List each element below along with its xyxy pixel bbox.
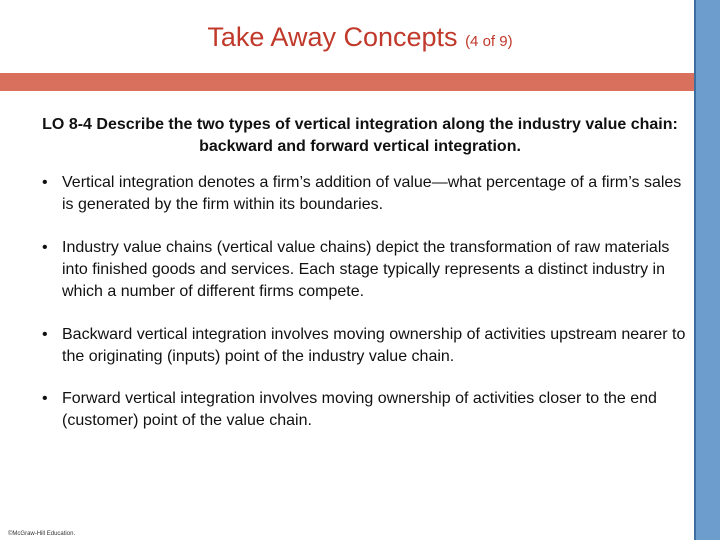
bullet-item (40, 388, 690, 432)
bullet-item (40, 324, 690, 368)
bullet-marker: • (42, 390, 48, 407)
bullet-text: Backward vertical integration involves moving ownership of activities upstream nearer to the originating (inputs) point of the industry value chain. (62, 326, 686, 365)
bullet-marker: • (42, 239, 48, 256)
copyright-footer: ©McGraw-Hill Education. (8, 531, 76, 537)
bullet-marker: • (42, 326, 48, 343)
title-page-count: (4 of 9) (465, 33, 513, 50)
bullet-list (40, 172, 690, 432)
title-main: Take Away Concepts (207, 22, 458, 52)
slide-title (0, 22, 720, 53)
bullet-text: Industry value chains (vertical value chains) depict the transformation of raw materials into finished goods and services. Each stage typically represents a distinct industry in which a number of different firms compete. (62, 239, 670, 300)
bullet-text: Forward vertical integration involves moving ownership of activities closer to the end (customer) point of the value chain. (62, 390, 657, 429)
side-accent-bar (694, 0, 720, 540)
bullet-marker: • (42, 174, 48, 191)
bullet-item (40, 237, 690, 303)
bullet-text: Vertical integration denotes a firm’s addition of value—what percentage of a firm’s sales is generated by the firm within its boundaries. (62, 174, 682, 213)
learning-objective: LO 8-4 Describe the two types of vertical integration along the industry value chain: backward and forward vertical integration. (42, 116, 678, 155)
title-accent-bar (0, 73, 694, 91)
bullet-item (40, 172, 690, 216)
